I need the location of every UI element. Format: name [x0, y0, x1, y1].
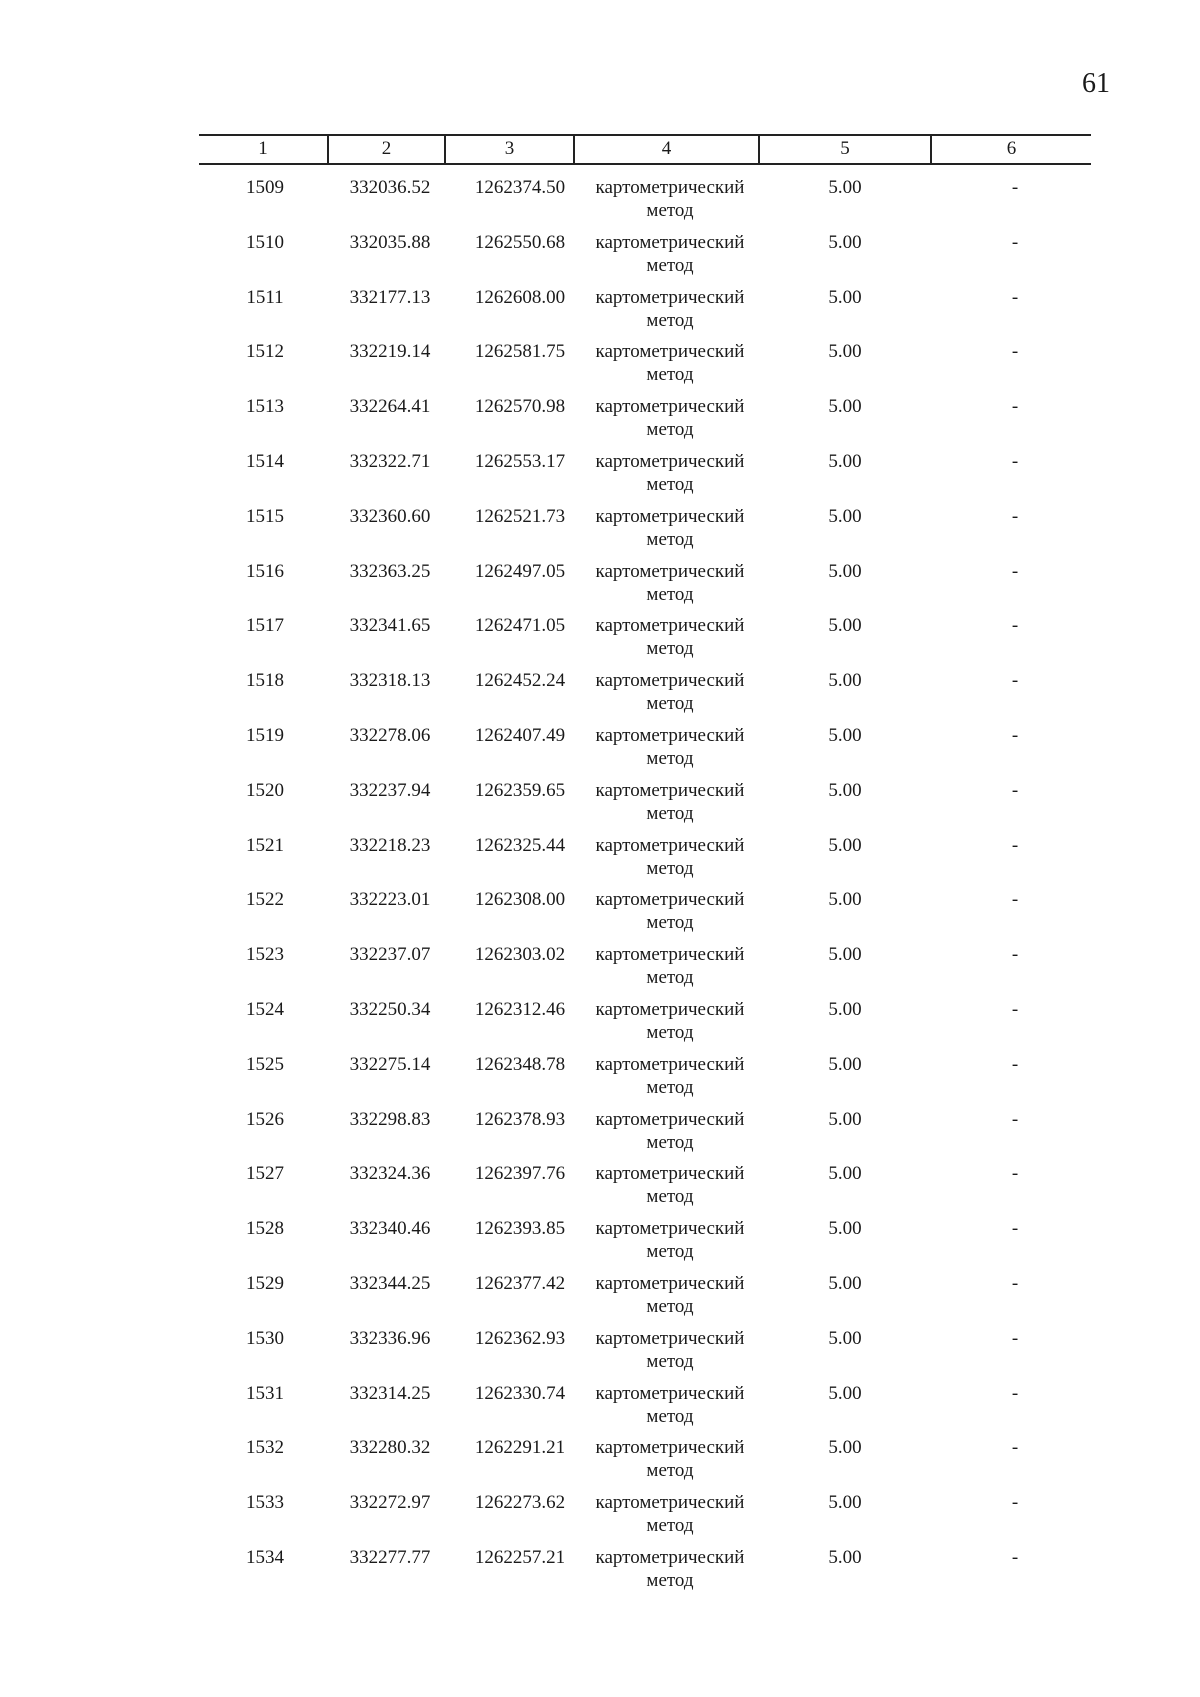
column-header-6: 6	[1006, 138, 1017, 159]
method-line-2: метод	[646, 1569, 694, 1591]
accuracy: 5.00	[828, 998, 862, 1020]
column-header-5: 5	[840, 138, 850, 159]
coordinate-x: 332218.23	[349, 834, 431, 856]
method-line-2: метод	[646, 364, 694, 386]
method	[580, 943, 760, 989]
method	[580, 286, 760, 332]
table-row	[0, 724, 1200, 779]
coordinate-x: 332237.94	[349, 779, 431, 801]
coordinate-x: 332278.06	[349, 724, 431, 746]
accuracy: 5.00	[828, 779, 862, 801]
coordinate-x: 332275.14	[349, 1053, 431, 1075]
note: -	[1011, 1272, 1019, 1294]
point-number: 1510	[246, 231, 284, 253]
note: -	[1011, 615, 1019, 637]
coordinate-x: 332363.25	[349, 560, 431, 582]
coordinate-y: 1262312.46	[474, 998, 566, 1020]
table-row	[0, 1162, 1200, 1217]
coordinate-y: 1262362.93	[474, 1327, 566, 1349]
point-number: 1529	[246, 1272, 284, 1294]
note: -	[1011, 1382, 1019, 1404]
method	[580, 176, 760, 222]
method-line-1: картометрический	[595, 1492, 745, 1514]
point-number: 1528	[246, 1218, 284, 1240]
point-number: 1522	[246, 889, 284, 911]
table-row	[0, 888, 1200, 943]
coordinate-x: 332223.01	[349, 889, 431, 911]
accuracy: 5.00	[828, 177, 862, 198]
point-number: 1524	[246, 998, 284, 1020]
point-number: 1513	[246, 396, 284, 418]
table-header	[199, 134, 1091, 165]
method-line-1: картометрический	[595, 1053, 745, 1075]
coordinate-x: 332237.07	[349, 944, 431, 966]
coordinate-y: 1262303.02	[474, 944, 566, 966]
coordinate-y: 1262273.62	[474, 1492, 566, 1514]
accuracy: 5.00	[828, 670, 862, 692]
accuracy: 5.00	[828, 1546, 862, 1568]
point-number: 1520	[246, 779, 284, 801]
coordinate-y: 1262407.49	[474, 724, 566, 746]
method	[580, 888, 760, 934]
method-line-1: картометрический	[595, 1437, 745, 1459]
table-row	[0, 231, 1200, 286]
table-body	[0, 176, 1200, 1601]
point-number: 1517	[246, 615, 284, 637]
note: -	[1011, 1437, 1019, 1459]
method-line-2: метод	[646, 1295, 694, 1317]
table-row	[0, 1491, 1200, 1546]
method	[580, 1217, 760, 1263]
method	[580, 1436, 760, 1482]
coordinate-y: 1262291.21	[474, 1437, 566, 1459]
note: -	[1011, 1327, 1019, 1349]
coordinate-y: 1262330.74	[474, 1382, 566, 1404]
method-line-2: метод	[646, 1405, 694, 1427]
table-row	[0, 1546, 1200, 1601]
page-number: 61	[1082, 68, 1110, 99]
point-number: 1532	[246, 1437, 284, 1459]
coordinate-x: 332360.60	[349, 505, 431, 527]
table-row	[0, 176, 1200, 231]
table-row	[0, 286, 1200, 341]
method-line-1: картометрический	[595, 1163, 745, 1185]
note: -	[1011, 1163, 1019, 1185]
table-row	[0, 834, 1200, 889]
method-line-2: метод	[646, 419, 694, 441]
method-line-1: картометрический	[595, 231, 745, 253]
method	[580, 1382, 760, 1428]
table-row	[0, 998, 1200, 1053]
method	[580, 395, 760, 441]
method-line-2: метод	[646, 1021, 694, 1043]
accuracy: 5.00	[828, 286, 862, 308]
point-number: 1533	[246, 1492, 284, 1514]
point-number: 1527	[246, 1163, 284, 1185]
method-line-1: картометрический	[595, 1546, 745, 1568]
point-number: 1512	[246, 341, 284, 363]
coordinate-y: 1262497.05	[474, 560, 566, 582]
coordinate-x: 332035.88	[349, 231, 431, 253]
coordinate-y: 1262521.73	[474, 505, 566, 527]
table-row	[0, 395, 1200, 450]
coordinate-x: 332219.14	[349, 341, 431, 363]
note: -	[1011, 1546, 1019, 1568]
method	[580, 998, 760, 1044]
column-header-3: 3	[504, 138, 515, 159]
method-line-2: метод	[646, 912, 694, 934]
note: -	[1011, 1108, 1019, 1130]
method-line-1: картометрический	[595, 889, 745, 911]
accuracy: 5.00	[828, 1053, 862, 1075]
table-row	[0, 1108, 1200, 1163]
coordinate-x: 332324.36	[349, 1163, 431, 1185]
point-number: 1516	[246, 560, 284, 582]
accuracy: 5.00	[828, 1327, 862, 1349]
coordinate-y: 1262308.00	[474, 889, 566, 911]
coordinate-y: 1262348.78	[474, 1053, 566, 1075]
table-row	[0, 450, 1200, 505]
column-header-1: 1	[258, 138, 268, 159]
accuracy: 5.00	[828, 1218, 862, 1240]
method-line-2: метод	[646, 1241, 694, 1263]
note: -	[1011, 396, 1019, 418]
coordinate-x: 332336.96	[349, 1327, 431, 1349]
method	[580, 779, 760, 825]
coordinate-y: 1262378.93	[474, 1108, 566, 1130]
coordinate-x: 332272.97	[349, 1492, 431, 1514]
method-line-2: метод	[646, 1076, 694, 1098]
table-row	[0, 1327, 1200, 1382]
accuracy: 5.00	[828, 1272, 862, 1294]
method	[580, 231, 760, 277]
method	[580, 1108, 760, 1154]
method-line-1: картометрический	[595, 1382, 745, 1404]
table-row	[0, 669, 1200, 724]
accuracy: 5.00	[828, 231, 862, 253]
coordinate-y: 1262325.44	[474, 834, 566, 856]
note: -	[1011, 834, 1019, 856]
coordinate-x: 332344.25	[349, 1272, 431, 1294]
note: -	[1011, 998, 1019, 1020]
point-number: 1511	[246, 286, 284, 308]
table-row	[0, 779, 1200, 834]
table-row	[0, 560, 1200, 615]
note: -	[1011, 779, 1019, 801]
note: -	[1011, 944, 1019, 966]
method-line-2: метод	[646, 967, 694, 989]
method	[580, 1491, 760, 1537]
coordinate-x: 332322.71	[349, 450, 431, 472]
coordinate-x: 332177.13	[349, 286, 431, 308]
accuracy: 5.00	[828, 944, 862, 966]
table-row	[0, 340, 1200, 395]
note: -	[1011, 231, 1019, 253]
note: -	[1011, 505, 1019, 527]
coordinate-x: 332036.52	[349, 177, 431, 198]
accuracy: 5.00	[828, 560, 862, 582]
table-row	[0, 1382, 1200, 1437]
table-row	[0, 1436, 1200, 1491]
coordinate-x: 332318.13	[349, 670, 431, 692]
method	[580, 669, 760, 715]
coordinate-y: 1262374.50	[474, 177, 566, 198]
coordinate-x: 332341.65	[349, 615, 431, 637]
column-header-4: 4	[661, 138, 672, 159]
method-line-2: метод	[646, 200, 694, 221]
method-line-2: метод	[646, 1131, 694, 1153]
accuracy: 5.00	[828, 1163, 862, 1185]
coordinate-y: 1262359.65	[474, 779, 566, 801]
note: -	[1011, 724, 1019, 746]
accuracy: 5.00	[828, 1492, 862, 1514]
method-line-2: метод	[646, 1186, 694, 1208]
coordinate-x: 332250.34	[349, 998, 431, 1020]
method	[580, 450, 760, 496]
note: -	[1011, 1053, 1019, 1075]
method-line-1: картометрический	[595, 1218, 745, 1240]
method	[580, 1053, 760, 1099]
point-number: 1526	[246, 1108, 284, 1130]
table-row	[0, 505, 1200, 560]
accuracy: 5.00	[828, 505, 862, 527]
note: -	[1011, 341, 1019, 363]
note: -	[1011, 286, 1019, 308]
accuracy: 5.00	[828, 615, 862, 637]
accuracy: 5.00	[828, 834, 862, 856]
method-line-2: метод	[646, 473, 694, 495]
accuracy: 5.00	[828, 341, 862, 363]
method-line-1: картометрический	[595, 177, 745, 198]
method-line-2: метод	[646, 802, 694, 824]
method-line-1: картометрический	[595, 944, 745, 966]
method-line-1: картометрический	[595, 834, 745, 856]
method-line-1: картометрический	[595, 670, 745, 692]
method	[580, 1327, 760, 1373]
table-row	[0, 943, 1200, 998]
coordinate-y: 1262471.05	[474, 615, 566, 637]
coordinate-y: 1262581.75	[474, 341, 566, 363]
method-line-1: картометрический	[595, 341, 745, 363]
method-line-1: картометрический	[595, 1108, 745, 1130]
method	[580, 340, 760, 386]
coordinate-x: 332314.25	[349, 1382, 431, 1404]
method-line-1: картометрический	[595, 779, 745, 801]
accuracy: 5.00	[828, 724, 862, 746]
method-line-1: картометрический	[595, 1327, 745, 1349]
point-number: 1519	[246, 724, 284, 746]
point-number: 1525	[246, 1053, 284, 1075]
coordinate-y: 1262452.24	[474, 670, 566, 692]
accuracy: 5.00	[828, 1108, 862, 1130]
method	[580, 505, 760, 551]
note: -	[1011, 1218, 1019, 1240]
method-line-2: метод	[646, 528, 694, 550]
method-line-1: картометрический	[595, 724, 745, 746]
coordinate-y: 1262553.17	[474, 450, 566, 472]
accuracy: 5.00	[828, 396, 862, 418]
method	[580, 1162, 760, 1208]
method-line-1: картометрический	[595, 286, 745, 308]
method	[580, 724, 760, 770]
coordinate-x: 332277.77	[349, 1546, 431, 1568]
method	[580, 1546, 760, 1592]
method-line-1: картометрический	[595, 1272, 745, 1294]
method-line-2: метод	[646, 1350, 694, 1372]
point-number: 1514	[246, 450, 284, 472]
coordinate-y: 1262608.00	[474, 286, 566, 308]
method-line-1: картометрический	[595, 396, 745, 418]
coordinate-y: 1262397.76	[474, 1163, 566, 1185]
method-line-2: метод	[646, 747, 694, 769]
note: -	[1011, 889, 1019, 911]
method-line-2: метод	[646, 1515, 694, 1537]
coordinate-x: 332264.41	[349, 396, 431, 418]
point-number: 1509	[246, 177, 284, 198]
table-row	[0, 614, 1200, 669]
coordinate-x: 332280.32	[349, 1437, 431, 1459]
method	[580, 1272, 760, 1318]
table-row	[0, 1272, 1200, 1327]
method-line-1: картометрический	[595, 450, 745, 472]
point-number: 1521	[246, 834, 284, 856]
method-line-2: метод	[646, 638, 694, 660]
table-row	[0, 1053, 1200, 1108]
method-line-2: метод	[646, 693, 694, 715]
point-number: 1515	[246, 505, 284, 527]
method-line-1: картометрический	[595, 560, 745, 582]
method	[580, 834, 760, 880]
point-number: 1534	[246, 1546, 284, 1568]
method-line-1: картометрический	[595, 615, 745, 637]
point-number: 1518	[246, 670, 284, 692]
coordinate-y: 1262393.85	[474, 1218, 566, 1240]
accuracy: 5.00	[828, 889, 862, 911]
coordinate-x: 332340.46	[349, 1218, 431, 1240]
coordinate-y: 1262377.42	[474, 1272, 566, 1294]
method	[580, 614, 760, 660]
method-line-2: метод	[646, 254, 694, 276]
accuracy: 5.00	[828, 1382, 862, 1404]
column-header-2: 2	[381, 138, 392, 159]
note: -	[1011, 450, 1019, 472]
method-line-2: метод	[646, 309, 694, 331]
accuracy: 5.00	[828, 1437, 862, 1459]
note: -	[1011, 670, 1019, 692]
point-number: 1531	[246, 1382, 284, 1404]
point-number: 1523	[246, 944, 284, 966]
coordinate-y: 1262550.68	[474, 231, 566, 253]
note: -	[1011, 177, 1019, 198]
method	[580, 560, 760, 606]
coordinate-y: 1262570.98	[474, 396, 566, 418]
note: -	[1011, 1492, 1019, 1514]
note: -	[1011, 560, 1019, 582]
method-line-1: картометрический	[595, 998, 745, 1020]
coordinate-y: 1262257.21	[474, 1546, 566, 1568]
table-row	[0, 1217, 1200, 1272]
accuracy: 5.00	[828, 450, 862, 472]
method-line-1: картометрический	[595, 505, 745, 527]
coordinate-x: 332298.83	[349, 1108, 431, 1130]
method-line-2: метод	[646, 1460, 694, 1482]
method-line-2: метод	[646, 857, 694, 879]
method-line-2: метод	[646, 583, 694, 605]
point-number: 1530	[246, 1327, 284, 1349]
